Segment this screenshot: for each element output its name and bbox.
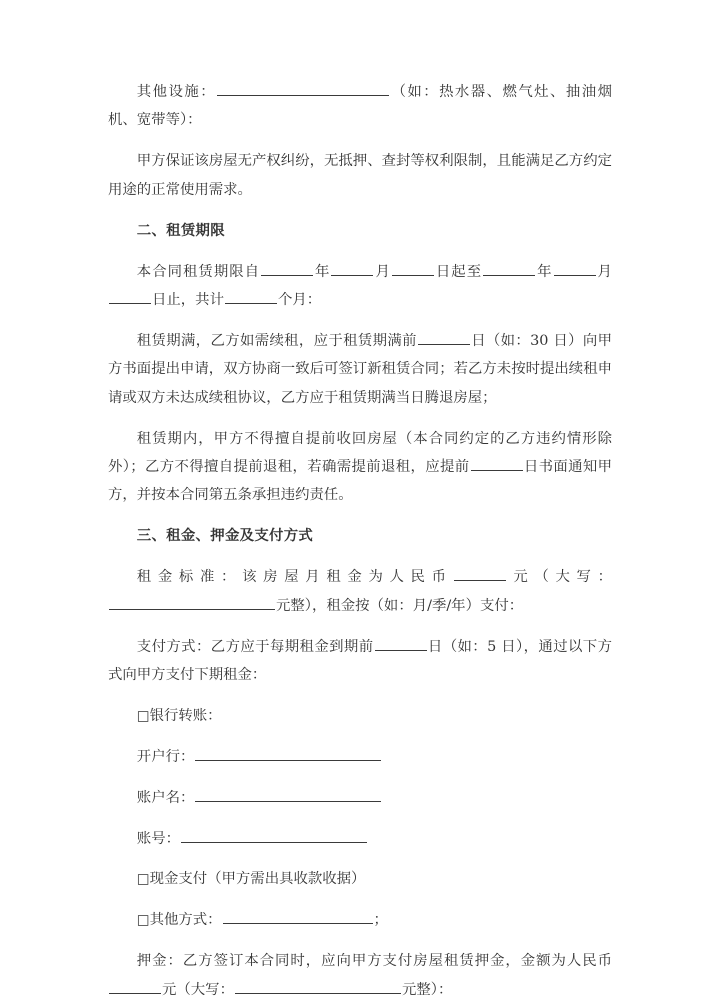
option-other-method [108,906,612,934]
option-cash-payment-text-1: 现金支付（甲方需出具收款收据） [149,871,366,888]
field-account-number [108,825,612,853]
section-3-heading-text-0: 三、租金、押金及支付方式 [136,527,314,545]
field-account-name [108,784,612,812]
early-termination-text-2: 日书面通知甲方，并按本合同第五条承担违约责任。 [108,458,612,504]
option-other-method-blank-2[interactable] [223,910,373,925]
rent-standard-text-2: 元（大写： [506,569,612,586]
option-bank-transfer-text-1: 银行转账： [149,707,222,724]
lease-term-dates [108,258,612,315]
lease-renewal-blank-1[interactable] [418,330,470,345]
other-facilities-text-2: （如：热水器、燃气灶、抽油烟机、宽带等）： [108,84,612,129]
section-3-heading [108,522,612,550]
payment-method [108,633,612,690]
rent-standard-blank-3[interactable] [109,595,275,610]
lease-term-dates-text-14: 个月： [277,291,322,308]
field-account-number-text-0: 账号： [136,830,180,847]
lease-term-dates-text-2: 年 [314,263,331,280]
party-a-warranty-text-0: 甲方保证该房屋无产权纠纷，无抵押、查封等权利限制，且能满足乙方约定用途的正常使用需求。 [108,153,612,198]
field-bank-name-blank-1[interactable] [195,746,381,761]
party-a-warranty [108,147,612,204]
field-bank-name [108,743,612,771]
option-other-method-text-1: 其他方式： [149,912,222,929]
other-facilities [108,78,612,135]
section-2-heading [108,217,612,245]
rent-standard [108,563,612,620]
deposit-blank-3[interactable] [235,979,401,994]
field-account-name-text-0: 账户名： [136,789,195,806]
option-bank-transfer [108,702,612,730]
rent-standard-text-0: 租金标准：该房屋月租金为人民币 [136,569,453,586]
deposit [108,947,612,1004]
deposit-blank-1[interactable] [109,979,161,994]
lease-term-dates-blank-7[interactable] [483,261,535,276]
field-account-number-blank-1[interactable] [181,828,367,843]
deposit-text-0: 押金：乙方签订本合同时，应向甲方支付房屋租赁押金，金额为人民币 [136,953,612,970]
lease-term-dates-text-6: 日起至 [434,263,483,280]
document-text-body [108,78,612,1004]
option-other-method-text-3: ； [373,912,388,929]
lease-term-dates-text-12: 日止，共计 [152,291,224,308]
payment-method-text-2: 日（如：5 日），通过以下方式向甲方支付下期租金： [108,638,612,683]
rent-standard-text-4: 元整），租金按（如：月/季/年）支付： [276,597,524,614]
lease-term-dates-text-10: 月 [596,263,612,280]
section-2-heading-text-0: 二、租赁期限 [136,221,225,239]
lease-renewal-text-2: 日（如：30 日）向甲方书面提出申请，双方协商一致后可签订新租赁合同；若乙方未按时提出续租申请或双方未达成续租协议，乙方应于租赁期满当日腾退房屋； [108,332,612,406]
lease-term-dates-blank-3[interactable] [331,261,373,276]
payment-method-blank-1[interactable] [375,636,427,651]
other-facilities-text-0: 其他设施： [136,84,217,100]
lease-term-dates-blank-13[interactable] [225,289,277,304]
deposit-text-2: 元（大写： [162,981,234,998]
checkbox-icon[interactable]: □ [136,912,150,929]
lease-term-dates-text-0: 本合同租赁期限自 [136,263,261,280]
early-termination-blank-1[interactable] [471,456,523,471]
field-account-name-blank-1[interactable] [195,787,381,802]
early-termination [108,425,612,510]
lease-term-dates-blank-9[interactable] [554,261,596,276]
lease-renewal-text-0: 租赁期满，乙方如需续租，应于租赁期满前 [136,332,417,349]
lease-term-dates-text-8: 年 [536,263,553,280]
rent-standard-blank-1[interactable] [454,567,506,582]
field-bank-name-text-0: 开户行： [136,748,195,765]
checkbox-icon[interactable]: □ [136,871,150,888]
lease-term-dates-text-4: 月 [374,263,391,280]
lease-term-dates-blank-5[interactable] [392,261,434,276]
checkbox-icon[interactable]: □ [136,707,150,724]
deposit-text-4: 元整）： [401,981,453,998]
lease-term-dates-blank-11[interactable] [109,289,151,304]
early-termination-text-0: 租赁期内，甲方不得擅自提前收回房屋（本合同约定的乙方违约情形除外）；乙方不得擅自提前退租，若确需提前退租，应提前 [108,430,612,475]
other-facilities-blank-1[interactable] [217,81,389,96]
lease-renewal [108,327,612,412]
lease-term-dates-blank-1[interactable] [261,261,313,276]
payment-method-text-0: 支付方式：乙方应于每期租金到期前 [136,638,374,655]
option-cash-payment [108,865,612,893]
